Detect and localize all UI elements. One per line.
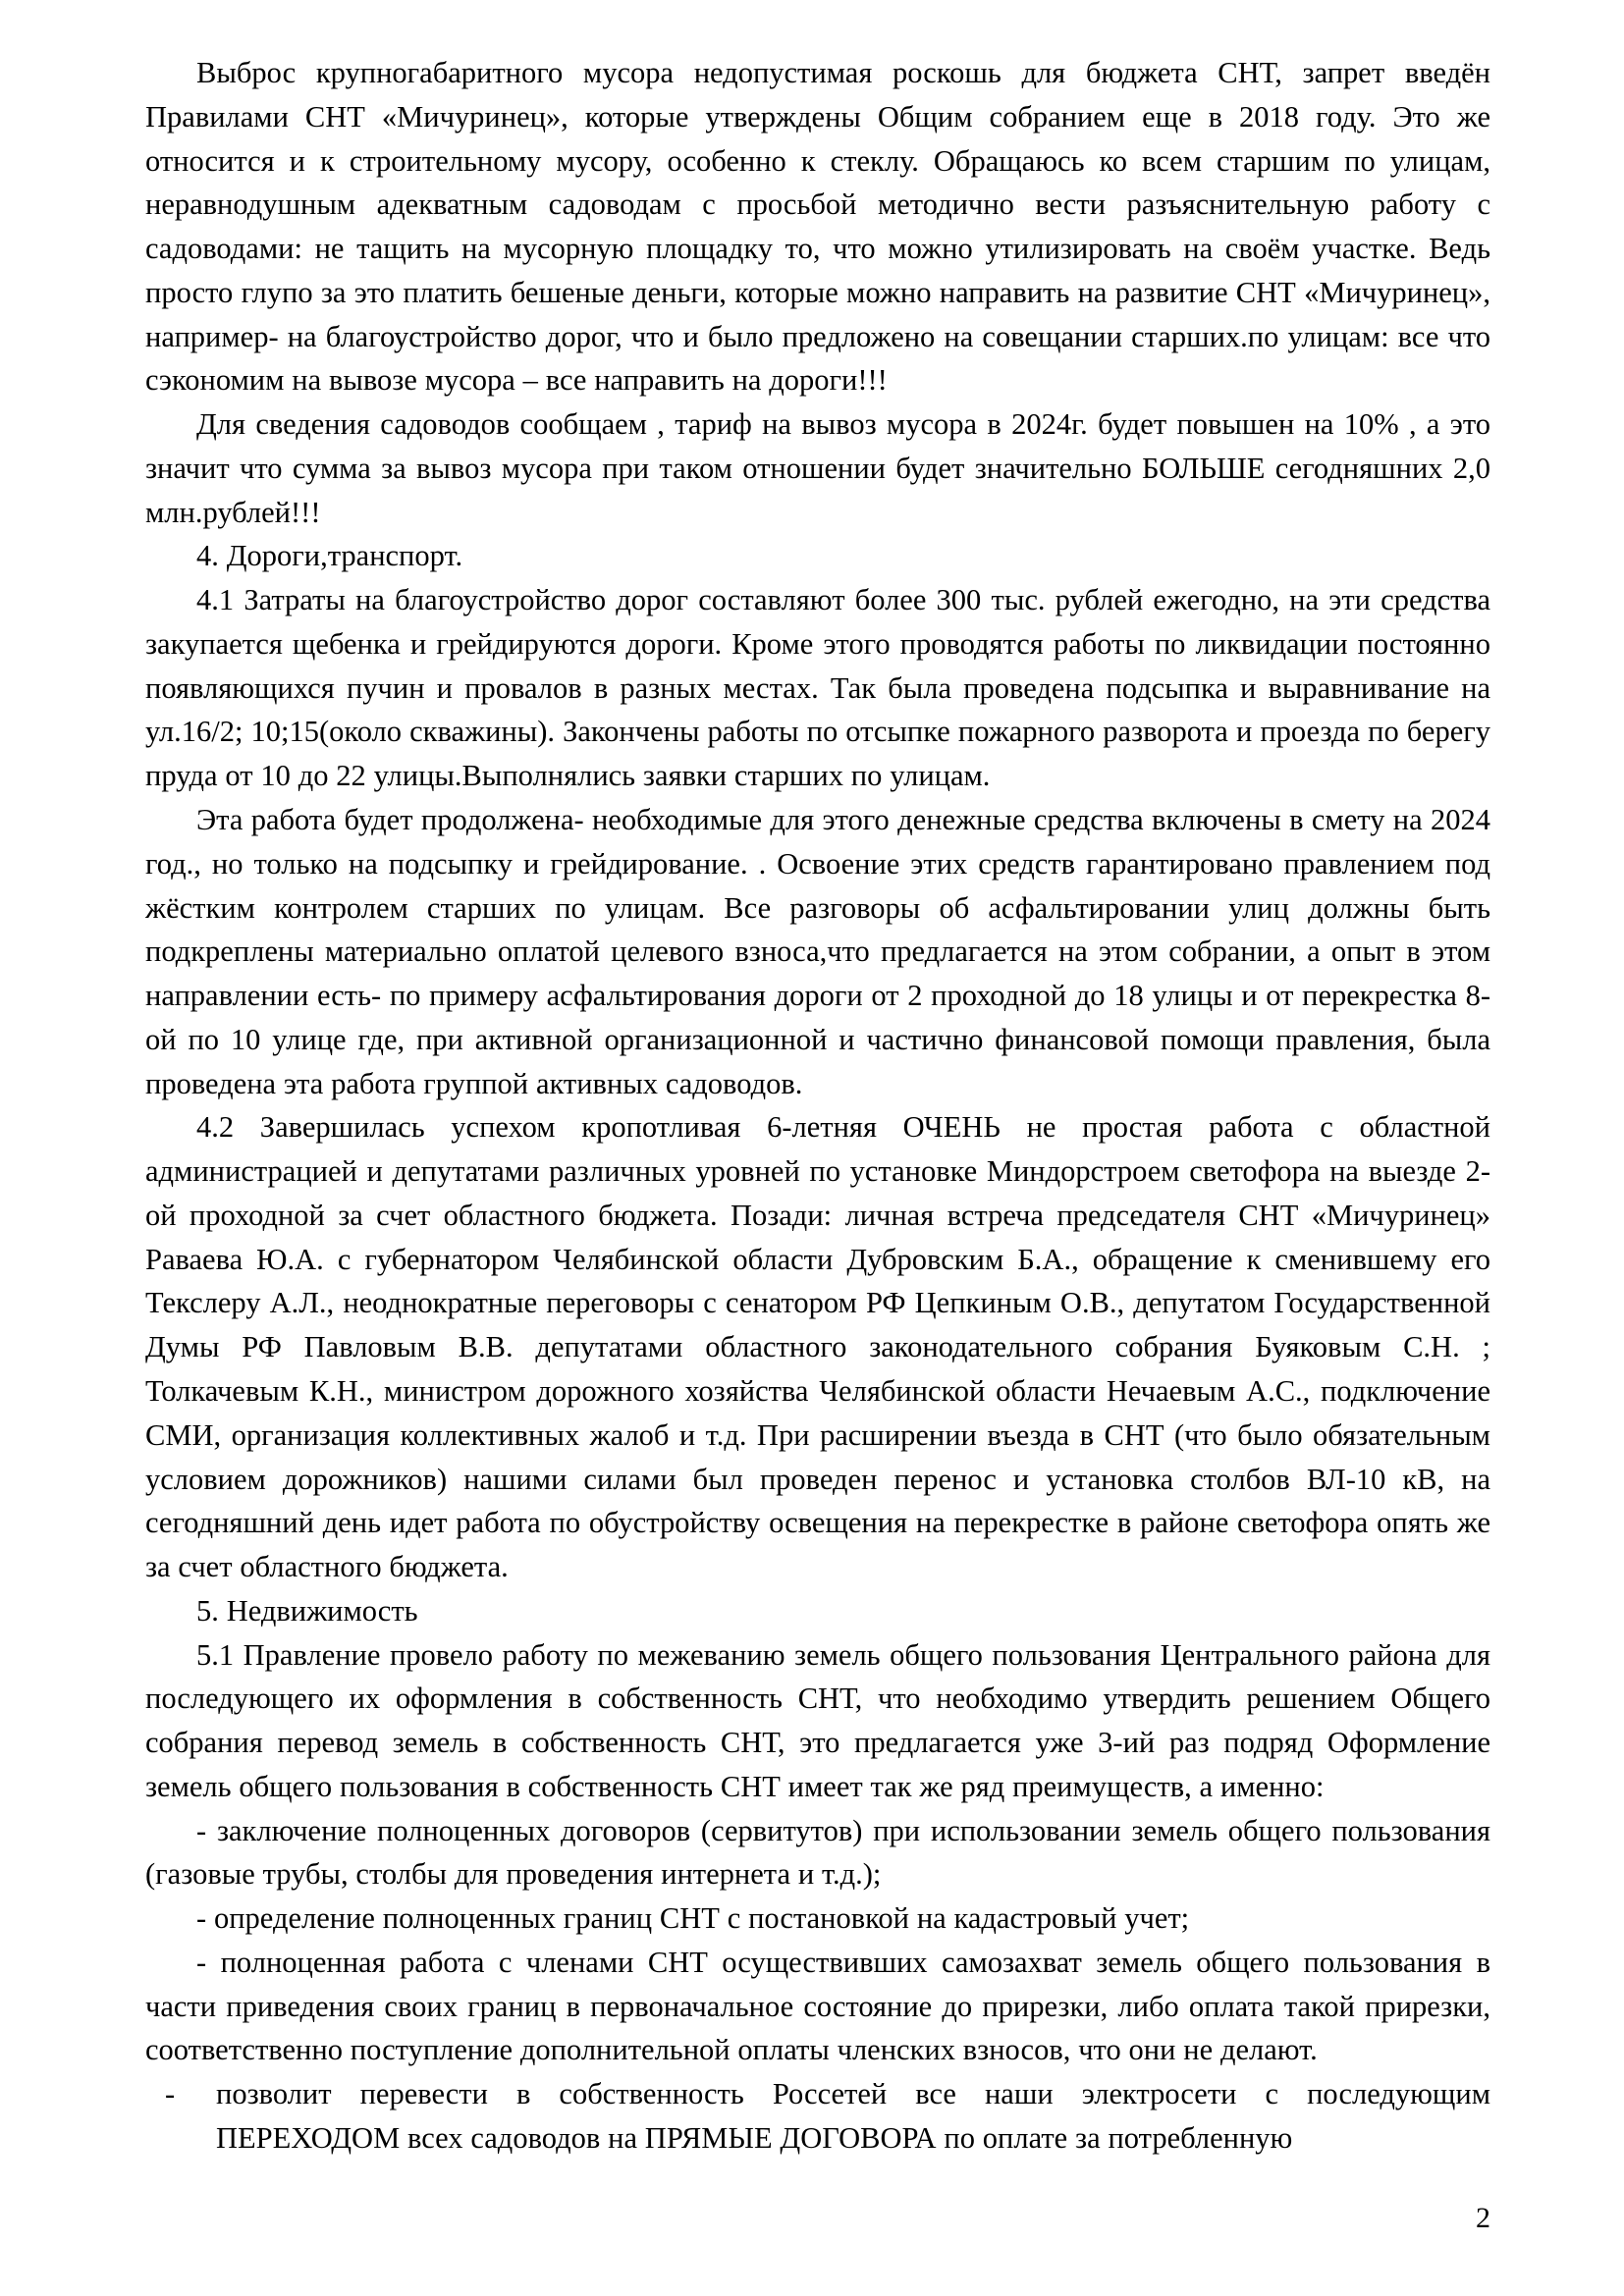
section-heading-5-real-estate: 5. Недвижимость <box>196 1593 418 1628</box>
list-item-rosseti-transfer <box>145 2072 1490 2161</box>
list-item-cadastral-boundaries: - определение полноценных границ СНТ с постановкой на кадастровый учет; <box>196 1901 1190 1936</box>
list-item-land-seizure-work: - полноценная работа с членами СНТ осуществивших самозахват земель общего пользования в части приведения своих границ в первоначальное состояние до прирезки, либо оплата такой прирезки, соответственно поступление дополнительной оплаты членских взносов, что они не делают. <box>145 1945 1490 2067</box>
paragraph-4-2-traffic-light: 4.2 Завершилась успехом кропотливая 6-летняя ОЧЕНЬ не простая работа с областной администрацией и депутатами различных уровней по установке Миндорстроем светофора на выезде 2-ой проходной за счет областного бюджета. Позади: личная встреча председателя СНТ «Мичуринец» Раваева Ю.А. с губернатором Челябинской области Дубровским Б.А., обращение к сменившему его Текслеру А.Л., неоднократные переговоры с сенатором РФ Цепкиным О.В., депутатом Государственной Думы РФ Павловым В.В. депутатами областного законодательного собрания Буяковым С.Н. ; Толкачевым К.Н., министром дорожного хозяйства Челябинской области Нечаевым А.С., подключение СМИ, организация коллективных жалоб и т.д. При расширении въезда в СНТ (что было обязательным условием дорожников) нашими силами был проведен перенос и установка столбов ВЛ-10 кВ, на сегодняшний день идет работа по обустройству освещения на перекрестке в районе светофора опять же за счет областного бюджета. <box>145 1110 1490 1584</box>
dash-bullet-marker: - <box>165 2077 176 2111</box>
list-item-rosseti-transfer-text: позволит перевести в собственность Россетей все наши электросети с последующим ПЕРЕХОДОМ всех садоводов на ПРЯМЫЕ ДОГОВОРА по оплате за потребленную <box>216 2077 1490 2155</box>
list-item-servitude-contracts: - заключение полноценных договоров (сервитутов) при использовании земель общего пользования (газовые трубы, столбы для проведения интернета и т.д.); <box>145 1813 1490 1892</box>
page-number: 2 <box>1476 2202 1490 2234</box>
paragraph-5-1-land-survey: 5.1 Правление провело работу по межеванию земель общего пользования Центрального района для последующего их оформления в собственность СНТ, что необходимо утвердить решением Общего собрания перевод земель в собственность СНТ, это предлагается уже 3-ий раз подряд Оформление земель общего пользования в собственность СНТ имеет так же ряд преимуществ, а именно: <box>145 1637 1490 1803</box>
paragraph-waste-disposal: Выброс крупногабаритного мусора недопустимая роскошь для бюджета СНТ, запрет введён Правилами СНТ «Мичуринец», которые утверждены Общим собранием еще в 2018 году. Это же относится и к строительному мусору, особенно к стеклу. Обращаюсь ко всем старшим по улицам, неравнодушным адекватным садоводам с просьбой методично вести разъяснительную работу с садоводами: не тащить на мусорную площадку то, что можно утилизировать на своём участке. Ведь просто глупо за это платить бешеные деньги, которые можно направить на развитие СНТ «Мичуринец», например- на благоустройство дорог, что и было предложено на совещании старших.по улицам: все что сэкономим на вывозе мусора – все направить на дороги!!! <box>145 56 1490 398</box>
section-heading-4-roads-transport: 4. Дороги,транспорт. <box>196 539 463 573</box>
paragraph-4-1-continuation: Эта работа будет продолжена- необходимые для этого денежные средства включены в смету на 2024 год., но только на подсыпку и грейдирование. . Освоение этих средств гарантировано правлением под жёстким контролем старших по улицам. Все разговоры об асфальтировании улиц должны быть подкреплены материально оплатой целевого взноса,что предлагается на этом собрании, а опыт в этом направлении есть- по примеру асфальтирования дороги от 2 проходной до 18 улицы и от перекрестка 8-ой по 10 улице где, при активной организационной и частично финансовой помощи правления, была проведена эта работа группой активных садоводов. <box>145 803 1490 1100</box>
document-body <box>145 51 1490 2161</box>
paragraph-tariff-increase: Для сведения садоводов сообщаем , тариф на вывоз мусора в 2024г. будет повышен на 10% , а это значит что сумма за вывоз мусора при таком отношении будет значительно БОЛЬШЕ сегодняшних 2,0 млн.рублей!!! <box>145 407 1490 529</box>
paragraph-4-1-road-costs: 4.1 Затраты на благоустройство дорог составляют более 300 тыс. рублей ежегодно, на эти средства закупается щебенка и грейдируются дороги. Кроме этого проводятся работы по ликвидации постоянно появляющихся пучин и провалов в разных местах. Так была проведена подсыпка и выравнивание на ул.16/2; 10;15(около скважины). Закончены работы по отсыпке пожарного разворота и проезда по берегу пруда от 10 до 22 улицы.Выполнялись заявки старших по улицам. <box>145 583 1490 793</box>
